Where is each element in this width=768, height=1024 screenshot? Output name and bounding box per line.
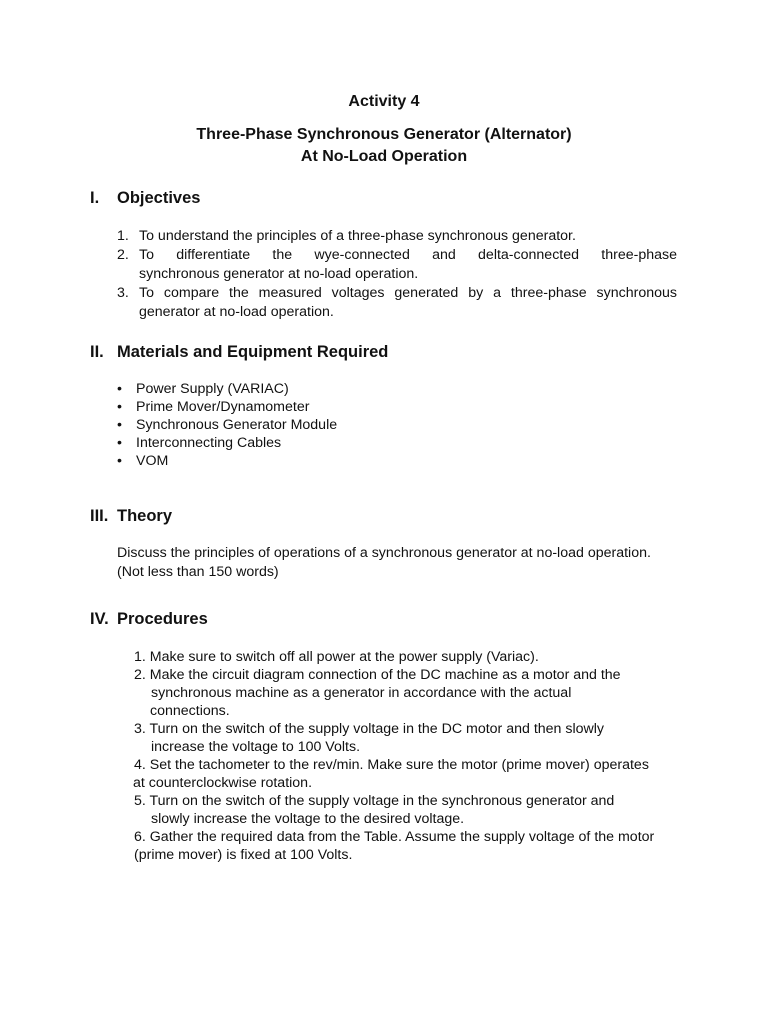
procedure-line: at counterclockwise rotation. bbox=[133, 775, 313, 791]
procedures-heading bbox=[90, 610, 208, 629]
objective-text: To understand the principles of a three-phase synchronous generator. bbox=[139, 228, 576, 244]
material-label: Power Supply (VARIAC) bbox=[136, 381, 289, 397]
procedures-list bbox=[134, 648, 694, 864]
objectives-numeral: I. bbox=[90, 189, 100, 207]
procedure-line: 4. Set the tachometer to the rev/min. Make sure the motor (prime mover) operates bbox=[134, 757, 649, 773]
list-item bbox=[117, 434, 337, 452]
subtitle-line-1: Three-Phase Synchronous Generator (Alternator) bbox=[196, 126, 572, 143]
procedure-line: increase the voltage to 100 Volts. bbox=[151, 739, 361, 755]
objectives-list bbox=[117, 227, 677, 322]
procedure-line: 3. Turn on the switch of the supply voltage in the DC motor and then slowly bbox=[134, 721, 605, 737]
theory-numeral: III. bbox=[90, 507, 109, 525]
bullet-icon: • bbox=[117, 399, 122, 415]
objective-text: To differentiate the wye-connected and delta-connected three-phase bbox=[139, 247, 677, 263]
materials-title: Materials and Equipment Required bbox=[117, 343, 389, 361]
procedures-numeral: IV. bbox=[90, 610, 109, 628]
procedure-line: 6. Gather the required data from the Table. Assume the supply voltage of the motor bbox=[134, 829, 655, 845]
objective-text: To compare the measured voltages generated by a three-phase synchronous bbox=[139, 285, 677, 301]
material-label: VOM bbox=[136, 453, 169, 469]
procedure-line: 1. Make sure to switch off all power at the power supply (Variac). bbox=[134, 649, 539, 665]
procedure-line: synchronous machine as a generator in accordance with the actual bbox=[151, 685, 572, 701]
bullet-icon: • bbox=[117, 417, 122, 433]
bullet-icon: • bbox=[117, 435, 122, 451]
procedure-line: slowly increase the voltage to the desired voltage. bbox=[151, 811, 465, 827]
objective-text: synchronous generator at no-load operation. bbox=[139, 266, 419, 282]
theory-line: Discuss the principles of operations of a synchronous generator at no-load operation. bbox=[117, 545, 651, 561]
procedures-title: Procedures bbox=[117, 610, 208, 628]
theory-heading bbox=[90, 507, 172, 526]
procedure-line: (prime mover) is fixed at 100 Volts. bbox=[134, 847, 353, 863]
objective-item bbox=[117, 227, 677, 246]
materials-heading bbox=[90, 343, 388, 362]
materials-numeral: II. bbox=[90, 343, 104, 361]
subtitle-line-2: At No-Load Operation bbox=[300, 148, 468, 165]
bullet-icon: • bbox=[117, 453, 122, 469]
objective-number: 2. bbox=[117, 247, 129, 263]
theory-line: (Not less than 150 words) bbox=[117, 564, 279, 580]
theory-text bbox=[117, 544, 687, 582]
procedure-line: 2. Make the circuit diagram connection of the DC machine as a motor and the bbox=[134, 667, 621, 683]
material-label: Interconnecting Cables bbox=[136, 435, 282, 451]
objective-item bbox=[117, 284, 677, 322]
procedure-line: 5. Turn on the switch of the supply voltage in the synchronous generator and bbox=[134, 793, 615, 809]
bullet-icon: • bbox=[117, 381, 122, 397]
material-label: Synchronous Generator Module bbox=[136, 417, 338, 433]
materials-list bbox=[117, 380, 337, 470]
objective-number: 1. bbox=[117, 228, 129, 244]
objective-item bbox=[117, 246, 677, 284]
objectives-heading bbox=[90, 189, 200, 208]
procedure-line: connections. bbox=[150, 703, 230, 719]
material-label: Prime Mover/Dynamometer bbox=[136, 399, 310, 415]
objectives-title: Objectives bbox=[117, 189, 201, 207]
theory-title: Theory bbox=[117, 507, 173, 525]
list-item bbox=[117, 380, 337, 398]
activity-title: Activity 4 bbox=[348, 93, 420, 110]
list-item bbox=[117, 398, 337, 416]
objective-number: 3. bbox=[117, 285, 129, 301]
objective-text: generator at no-load operation. bbox=[139, 304, 334, 320]
list-item bbox=[117, 416, 337, 434]
list-item bbox=[117, 452, 337, 470]
